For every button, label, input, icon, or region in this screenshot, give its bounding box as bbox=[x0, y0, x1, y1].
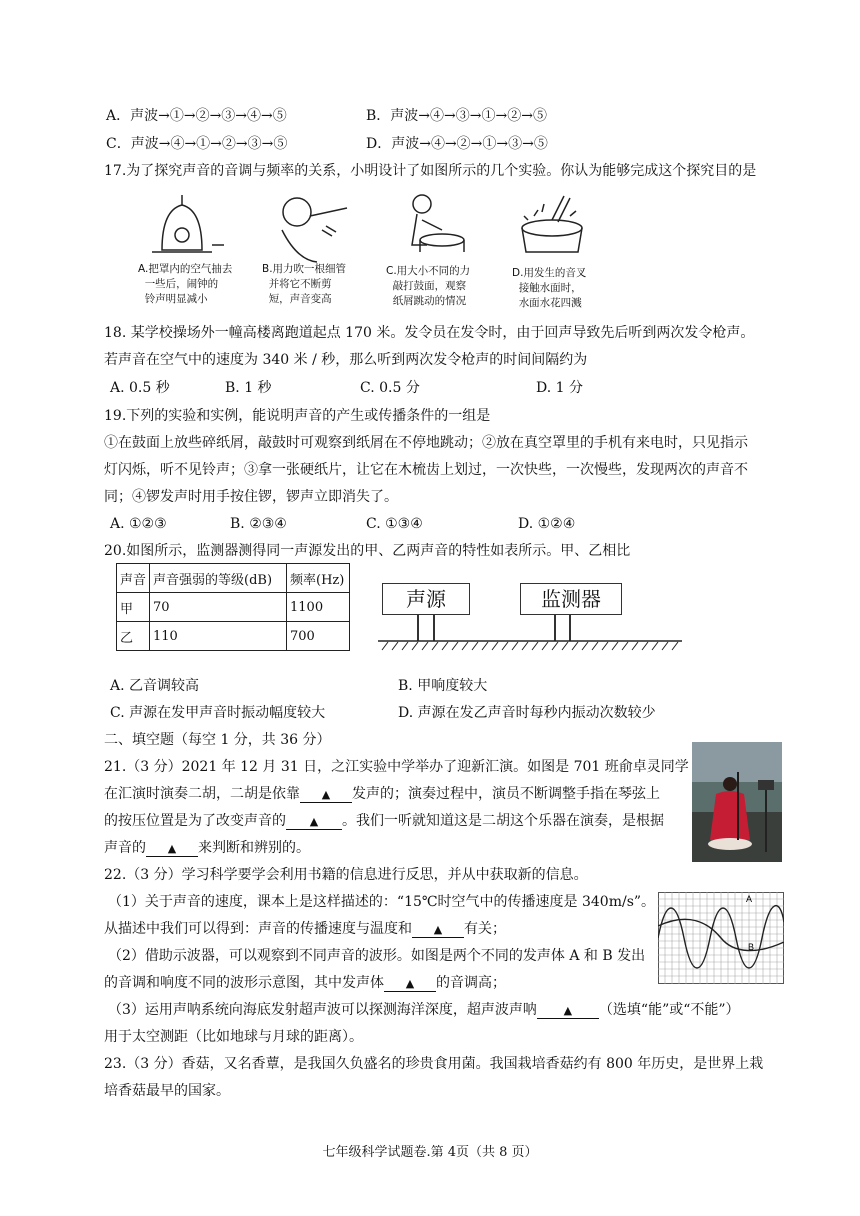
q20-option-c: C. 声源在发甲声音时振动幅度较大 bbox=[110, 705, 326, 721]
q18-option-d: D. 1 分 bbox=[536, 380, 583, 396]
q22-line5: 的音调和响度不同的波形示意图，其中发声体 ▲ 的音调高； bbox=[104, 975, 506, 991]
q21-line3: 的按压位置是为了改变声音的 ▲ 。我们一听就知道这是二胡这个乐器在演奏，是根据 bbox=[104, 813, 664, 829]
q17-caption-a: A.把罩内的空气抽去 一些后，闹钟的 铃声明显减小 bbox=[138, 263, 233, 305]
q19-option-d: D. ①②④ bbox=[518, 516, 576, 532]
answer-blank[interactable]: ▲ bbox=[384, 977, 436, 992]
wave-a-label: A bbox=[746, 894, 753, 904]
wave-b-label: B bbox=[748, 942, 755, 952]
q19-option-c: C. ①③④ bbox=[366, 516, 423, 532]
table-cell: 110 bbox=[150, 622, 287, 651]
person-blowing-straw-illustration bbox=[282, 198, 347, 262]
q17-caption-d: D.用发生的音叉 接触水面时， 水面水花四溅 bbox=[512, 267, 587, 309]
q20-stem: 20.如图所示，监测器测得同一声源发出的甲、乙两声音的特性如表所示。甲、乙相比 bbox=[104, 543, 631, 559]
table-header-cell: 声音 bbox=[117, 564, 150, 593]
q17-stem: 17.为了探究声音的音调与频率的关系，小明设计了如图所示的几个实验。你认为能够完成这个探究目的是 bbox=[104, 163, 757, 179]
table-row bbox=[117, 622, 350, 651]
q16-option-b: B．声波→④→③→①→②→⑤ bbox=[366, 108, 547, 124]
source-stand-leg bbox=[433, 615, 435, 641]
q20-sound-table bbox=[116, 563, 350, 651]
table-cell: 乙 bbox=[117, 622, 150, 651]
q19-body-3: 同；④锣发声时用手按住锣，锣声立即消失了。 bbox=[104, 489, 398, 505]
table-cell: 甲 bbox=[117, 593, 150, 622]
section-heading: 二、填空题（每空 1 分，共 36 分） bbox=[104, 732, 331, 748]
q19-option-a: A. ①②③ bbox=[110, 516, 167, 532]
erhu-performance-photo bbox=[692, 742, 782, 862]
q17-caption-c: C.用大小不同的力 敲打鼓面，观察 纸屑跳动的情况 bbox=[386, 265, 471, 307]
q22-line4: （2）借助示波器，可以观察到不同声音的波形。如图是两个不同的发声体 A 和 B 发出 bbox=[108, 948, 646, 964]
q19-body-2: 灯闪烁，听不见铃声；③拿一张硬纸片，让它在木梳齿上划过，一次快些，一次慢些，发现两次的声音不 bbox=[104, 462, 748, 478]
q21-line4: 声音的 ▲ 来判断和辨别的。 bbox=[104, 840, 310, 856]
q22-line2: （1）关于声音的速度，课本上是这样描述的：“15℃时空气中的传播速度是 340m/s”。 bbox=[108, 894, 656, 910]
q19-stem: 19.下列的实验和实例，能说明声音的产生或传播条件的一组是 bbox=[104, 408, 491, 424]
drum-striking-illustration bbox=[412, 195, 464, 252]
q18-option-a: A. 0.5 秒 bbox=[110, 380, 170, 396]
answer-blank[interactable]: ▲ bbox=[300, 788, 352, 803]
q22-line1: 22.（3 分）学习科学要学会利用书籍的信息进行反思，并从中获取新的信息。 bbox=[104, 867, 588, 883]
q16-option-a: A．声波→①→②→③→④→⑤ bbox=[106, 108, 287, 124]
q23-line2: 培香菇最早的国家。 bbox=[104, 1083, 230, 1099]
q20-option-d: D. 声源在发乙声音时每秒内振动次数较少 bbox=[398, 705, 656, 721]
q19-option-b: B. ②③④ bbox=[230, 516, 287, 532]
q22-line7: 用于太空测距（比如地球与月球的距离）。 bbox=[104, 1029, 363, 1045]
q18-line2: 若声音在空气中的速度为 340 米 / 秒，那么听到两次发令枪声的时间间隔约为 bbox=[104, 352, 588, 368]
answer-blank[interactable]: ▲ bbox=[146, 842, 198, 857]
ground-hatching bbox=[378, 640, 682, 652]
q17-caption-b: B.用力吹一根细管 并将它不断剪 短，声音变高 bbox=[262, 263, 347, 305]
page-footer: 七年级科学试题卷.第 4页（共 8 页） bbox=[322, 1145, 538, 1160]
monitor-stand-leg bbox=[569, 615, 571, 641]
q22-line3: 从描述中我们可以得到：声音的传播速度与温度和 ▲ 有关； bbox=[104, 921, 506, 937]
q23-line1: 23.（3 分）香菇，又名香蕈，是我国久负盛名的珍贵食用菌。我国栽培香菇约有 800 年历史，是世界上栽 bbox=[104, 1056, 764, 1072]
q21-line1: 21.（3 分）2021 年 12 月 31 日，之江实验中学举办了迎新汇演。如图是 701 班俞卓灵同学 bbox=[104, 759, 689, 775]
table-cell: 1100 bbox=[287, 593, 350, 622]
q18-option-c: C. 0.5 分 bbox=[360, 380, 420, 396]
monitor-box: 监测器 bbox=[520, 583, 622, 615]
q16-option-d: D．声波→④→②→①→③→⑤ bbox=[366, 136, 548, 152]
q20-option-b: B. 甲响度较大 bbox=[398, 678, 488, 694]
table-cell: 700 bbox=[287, 622, 350, 651]
q16-option-c: C．声波→④→①→②→③→⑤ bbox=[106, 136, 288, 152]
q22-line6: （3）运用声呐系统向海底发射超声波可以探测海洋深度，超声波声呐 ▲ （选填“能”或“不能”） bbox=[108, 1002, 740, 1018]
table-cell: 70 bbox=[150, 593, 287, 622]
table-header-cell: 频率(Hz) bbox=[287, 564, 350, 593]
answer-blank[interactable]: ▲ bbox=[412, 923, 464, 938]
monitor-stand-leg bbox=[554, 615, 556, 641]
answer-blank[interactable]: ▲ bbox=[286, 815, 342, 830]
sound-source-box: 声源 bbox=[382, 583, 470, 615]
table-header-row bbox=[117, 564, 350, 593]
tuning-fork-water-illustration bbox=[522, 196, 582, 252]
q20-option-a: A. 乙音调较高 bbox=[110, 678, 200, 694]
bell-jar-illustration bbox=[152, 195, 224, 252]
table-header-cell: 声音强弱的等级(dB) bbox=[150, 564, 287, 593]
source-stand-leg bbox=[417, 615, 419, 641]
table-row bbox=[117, 593, 350, 622]
waveform-diagram bbox=[658, 892, 784, 984]
q18-line1: 18. 某学校操场外一幢高楼离跑道起点 170 米。发令员在发令时，由于回声导致先后听到两次发令枪声。 bbox=[104, 325, 755, 341]
q19-body-1: ①在鼓面上放些碎纸屑，敲鼓时可观察到纸屑在不停地跳动；②放在真空罩里的手机有来电时，只见指示 bbox=[104, 435, 748, 451]
q18-option-b: B. 1 秒 bbox=[225, 380, 272, 396]
q21-line2: 在汇演时演奏二胡，二胡是依靠 ▲ 发声的；演奏过程中，演员不断调整手指在琴弦上 bbox=[104, 786, 660, 802]
answer-blank[interactable]: ▲ bbox=[537, 1004, 599, 1019]
